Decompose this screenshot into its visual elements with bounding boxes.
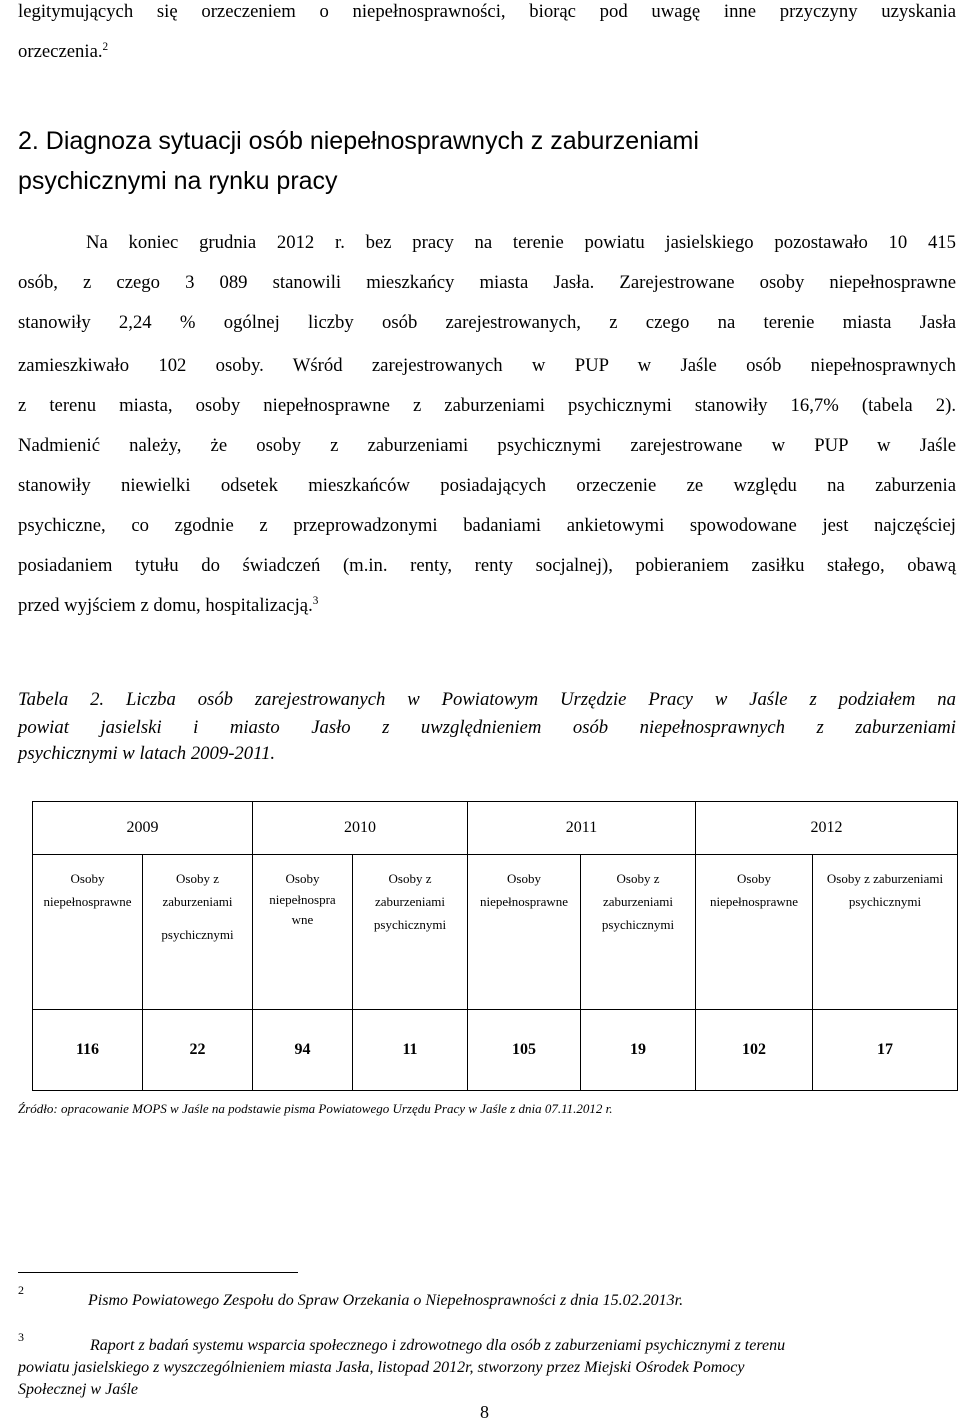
table-cell: 17	[813, 1010, 958, 1091]
table-value-row	[33, 1010, 958, 1091]
column-header	[143, 855, 253, 1010]
intro-line-2	[18, 40, 956, 64]
footnote-ref-2[interactable]: 2	[102, 40, 109, 53]
header-text: niepełnospra	[269, 892, 336, 907]
year-header: 2010	[253, 802, 468, 855]
header-text: Osoby	[737, 871, 771, 886]
header-text: Osoby	[507, 871, 541, 886]
table-cell: 102	[696, 1010, 813, 1091]
paragraph-line-2: osób, z czego 3 089 stanowili mieszkańcy miasta Jasła. Zarejestrowane osoby niepełnosprawne	[18, 272, 956, 293]
paragraph-line-9: posiadaniem tytułu do świadczeń (m.in. renty, renty socjalnej), pobieraniem zasiłku stałego, obawą	[18, 555, 956, 576]
header-text: Osoby	[285, 871, 320, 886]
table-caption-line-1: Tabela 2. Liczba osób zarejestrowanych w Powiatowym Urzędzie Pracy w Jaśle z podziałem na	[18, 689, 956, 710]
table-cell: 11	[353, 1010, 468, 1091]
column-header	[468, 855, 581, 1010]
paragraph-line-3: stanowiły 2,24 % ogólnej liczby osób zarejestrowanych, z czego na terenie miasta Jasła	[18, 312, 956, 333]
table-cell: 116	[33, 1010, 143, 1091]
column-header	[33, 855, 143, 1010]
year-header: 2012	[696, 802, 958, 855]
header-text: psychicznymi	[601, 917, 675, 932]
footnote-text: Społecznej w Jaśle	[18, 1381, 138, 1398]
footnote-ref-3[interactable]: 3	[312, 594, 319, 607]
section-heading-line-2: psychicznymi na rynku pracy	[18, 167, 338, 195]
table-cell: 19	[581, 1010, 696, 1091]
header-text: Osoby	[70, 871, 105, 886]
footnote-divider	[18, 1272, 298, 1273]
table-source-note: Źródło: opracowanie MOPS w Jaśle na podstawie pisma Powiatowego Urzędu Pracy w Jaśle z dnia 07.11.2012 r.	[18, 1101, 613, 1116]
column-header	[581, 855, 696, 1010]
paragraph-line-5: z terenu miasta, osoby niepełnosprawne z zaburzeniami psychicznymi stanowiły 16,7% (tabela 2).	[18, 395, 956, 416]
table-cell: 22	[143, 1010, 253, 1091]
header-text: psychicznymi	[161, 927, 234, 942]
footnote-text: powiatu jasielskiego z wyszczególnieniem miasta Jasła, listopad 2012r, stworzony przez Miejski Ośrodek Pomocy	[18, 1359, 745, 1376]
table-year-row	[33, 802, 958, 855]
intro-line-1: legitymujących się orzeczeniem o niepełnosprawności, biorąc pod uwagę inne przyczyny uzyskania	[18, 1, 956, 22]
header-text: Osoby z	[388, 871, 432, 886]
column-header	[696, 855, 813, 1010]
header-text: Osoby z	[616, 871, 660, 886]
year-header: 2009	[33, 802, 253, 855]
paragraph-line-4: zamieszkiwało 102 osoby. Wśród zarejestrowanych w PUP w Jaśle osób niepełnosprawnych	[18, 355, 956, 376]
header-text: zaburzeniami	[162, 894, 233, 909]
footnote-number: 3	[18, 1330, 24, 1344]
column-header	[253, 855, 353, 1010]
data-table	[32, 801, 958, 1091]
footnote-text: Pismo Powiatowego Zespołu do Spraw Orzekania o Niepełnosprawności z dnia 15.02.2013r.	[88, 1292, 684, 1309]
header-text: zaburzeniami	[602, 894, 673, 909]
header-text: psychicznymi	[848, 894, 922, 909]
table-caption-line-3: psychicznymi w latach 2009-2011.	[18, 743, 276, 764]
page-number: 8	[480, 1402, 489, 1422]
header-text: Osoby z zaburzeniami	[826, 871, 944, 886]
footnote-text: Raport z badań systemu wsparcia społecznego i zdrowotnego dla osób z zaburzeniami psychicznymi z terenu	[90, 1337, 786, 1354]
paragraph-line-1: Na koniec grudnia 2012 r. bez pracy na terenie powiatu jasielskiego pozostawało 10 415	[86, 232, 956, 253]
section-heading-line-1: 2. Diagnoza sytuacji osób niepełnosprawnych z zaburzeniami	[18, 127, 699, 155]
header-text: niepełnosprawne	[709, 894, 799, 909]
year-header: 2011	[468, 802, 696, 855]
paragraph-last-text: przed wyjściem z domu, hospitalizacją.	[18, 595, 313, 616]
column-header	[813, 855, 958, 1010]
column-header	[353, 855, 468, 1010]
header-text: wne	[291, 912, 314, 927]
header-text: zaburzeniami	[374, 894, 445, 909]
intro-text: orzeczenia.	[18, 41, 103, 62]
table-cell: 105	[468, 1010, 581, 1091]
paragraph-line-8: psychiczne, co zgodnie z przeprowadzonymi badaniami ankietowymi spowodowane jest najczęściej	[18, 515, 956, 536]
table-header-row	[33, 855, 958, 1010]
header-text: niepełnosprawne	[43, 894, 132, 909]
table-caption-line-2: powiat jasielski i miasto Jasło z uwzględnieniem osób niepełnosprawnych z zaburzeniami	[18, 717, 956, 738]
paragraph-line-6: Nadmienić należy, że osoby z zaburzeniami psychicznymi zarejestrowane w PUP w Jaśle	[18, 435, 956, 456]
paragraph-line-7: stanowiły niewielki odsetek mieszkańców posiadających orzeczenie ze względu na zaburzenia	[18, 475, 956, 496]
table-cell: 94	[253, 1010, 353, 1091]
paragraph-line-10	[18, 594, 956, 618]
header-text: Osoby z	[176, 871, 219, 886]
header-text: niepełnosprawne	[479, 894, 569, 909]
footnote-number: 2	[18, 1283, 24, 1297]
header-text: psychicznymi	[373, 917, 447, 932]
